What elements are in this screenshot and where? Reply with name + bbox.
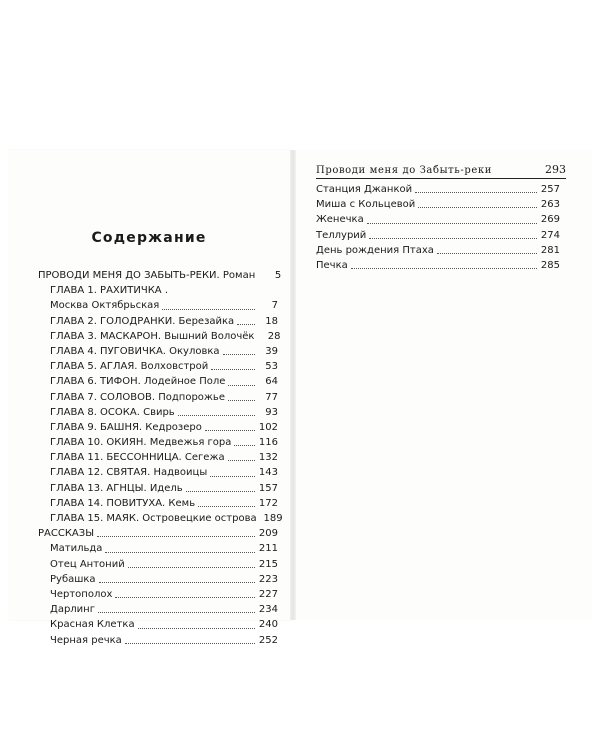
- dot-leader: [198, 505, 255, 507]
- toc-entry: [316, 197, 560, 212]
- toc-entry: [38, 329, 281, 344]
- dot-leader: [211, 368, 255, 370]
- page-number: 293: [545, 163, 566, 176]
- toc-entry-page: 132: [258, 452, 278, 464]
- toc-entry-page: 39: [265, 345, 278, 357]
- left-page: [8, 150, 290, 646]
- dot-leader: [367, 222, 537, 224]
- toc-entry-label: Чертополох: [50, 588, 113, 600]
- dot-leader: [351, 267, 537, 269]
- dot-leader: [234, 444, 255, 446]
- toc-entry-label: Отец Антоний: [50, 558, 125, 570]
- toc-entry-page: 5: [274, 270, 282, 281]
- toc-entry-page: 157: [258, 482, 278, 494]
- dot-leader: [415, 191, 537, 193]
- toc-entry-page: 77: [265, 391, 278, 403]
- dot-leader: [369, 237, 537, 239]
- toc-entry-label: ПРОВОДИ МЕНЯ ДО ЗАБЫТЬ-РЕКИ. Роман: [38, 270, 256, 281]
- dot-leader: [178, 414, 255, 416]
- toc-entry: [38, 465, 278, 480]
- dot-leader: [138, 627, 255, 629]
- toc-entry-label: ГЛАВА 2. ГОЛОДРАНКИ. Березайка: [50, 315, 235, 327]
- right-page: [296, 150, 592, 620]
- toc-entry-page: 227: [258, 588, 278, 600]
- toc-entry-page: 215: [258, 558, 278, 570]
- toc-entry: [38, 450, 278, 465]
- toc-entry-label: Теллурий: [316, 229, 367, 241]
- toc-entry-page: 234: [258, 604, 278, 616]
- toc-entry-label: ГЛАВА 15. МАЯК. Островецкие острова: [50, 513, 257, 524]
- toc-entry: [38, 633, 278, 648]
- dot-leader: [98, 611, 255, 613]
- dot-leader: [162, 308, 255, 310]
- dot-leader: [128, 566, 255, 568]
- dot-leader: [228, 384, 255, 386]
- toc-entry-label: ГЛАВА 7. СОЛОВОВ. Подпорожье: [50, 391, 225, 403]
- toc-entry: [38, 268, 282, 283]
- toc-entry-page: 223: [258, 573, 278, 585]
- toc-entry: [38, 617, 278, 632]
- toc-entry-page: 281: [540, 244, 560, 256]
- toc-entry-label: Рубашка: [50, 573, 96, 585]
- running-head: [316, 158, 566, 179]
- dot-leader: [105, 551, 255, 553]
- toc-entry-label: Станция Джанкой: [316, 184, 413, 195]
- toc-entry-label: ГЛАВА 4. ПУГОВИЧКА. Окуловка: [50, 345, 220, 357]
- toc-entry-label: Москва Октябрьская: [50, 300, 160, 312]
- toc-entry-label: Миша с Кольцевой: [316, 199, 416, 211]
- toc-entry: [38, 511, 283, 526]
- dot-leader: [237, 323, 255, 325]
- toc-entry-page: 240: [258, 619, 278, 631]
- toc-list-right: [316, 182, 560, 273]
- toc-entry-page: 211: [258, 543, 278, 555]
- toc-entry: [38, 526, 278, 541]
- dot-leader: [97, 535, 255, 537]
- dot-leader: [210, 475, 255, 477]
- running-head-title: Проводи меня до Забыть-реки: [316, 165, 492, 176]
- toc-entry-page: 263: [540, 199, 560, 211]
- toc-entry: [38, 314, 278, 329]
- toc-entry-page: 269: [540, 214, 560, 226]
- toc-entry-label: Красная Клетка: [50, 619, 135, 631]
- toc-entry: [38, 344, 278, 359]
- toc-entry-label: ГЛАВА 1. РАХИТИЧКА .: [50, 285, 169, 297]
- dot-leader: [125, 642, 255, 644]
- toc-entry: [38, 557, 278, 572]
- toc-entry-page: 189: [263, 513, 283, 524]
- toc-entry-label: ГЛАВА 13. АГНЦЫ. Идель: [50, 482, 183, 494]
- toc-entry-label: Черная речка: [50, 634, 122, 646]
- toc-entry: [38, 496, 278, 511]
- toc-entry-label: Печка: [316, 259, 348, 271]
- toc-entry: [38, 298, 278, 313]
- toc-entry-label: Женечка: [316, 214, 364, 226]
- toc-heading: Содержание: [91, 230, 207, 246]
- toc-entry-page: 274: [540, 229, 560, 241]
- toc-entry: [38, 420, 278, 435]
- toc-entry: [38, 481, 278, 496]
- dot-leader: [115, 596, 255, 598]
- toc-entry-page: 116: [258, 437, 278, 449]
- toc-entry-label: ГЛАВА 12. СВЯТАЯ. Надвоицы: [50, 467, 208, 479]
- toc-entry: [38, 602, 278, 617]
- toc-entry-page: 28: [267, 330, 281, 342]
- toc-entry: [38, 359, 278, 374]
- toc-entry-label: ГЛАВА 11. БЕССОННИЦА. Сегежа: [50, 452, 225, 464]
- toc-entry-page: 53: [265, 361, 278, 373]
- toc-entry-page: 143: [258, 467, 278, 479]
- dot-leader: [228, 399, 255, 401]
- toc-entry-page: 93: [265, 406, 278, 418]
- toc-entry: [38, 390, 278, 405]
- dot-leader: [171, 293, 255, 294]
- toc-entry: [38, 283, 278, 298]
- toc-entry: [316, 212, 560, 227]
- toc-entry: [316, 243, 560, 258]
- toc-entry-label: ГЛАВА 10. ОКИЯН. Медвежья гора: [50, 437, 232, 449]
- toc-entry-page: 172: [258, 497, 278, 509]
- dot-leader: [437, 252, 537, 254]
- toc-entry: [38, 572, 278, 587]
- dot-leader: [205, 429, 255, 431]
- toc-list-left: [38, 268, 283, 648]
- toc-entry-label: ГЛАВА 3. МАСКАРОН. Вышний Волочёк: [50, 330, 255, 342]
- toc-entry-label: ГЛАВА 5. АГЛАЯ. Волховстрой: [50, 361, 209, 373]
- toc-entry-label: ГЛАВА 14. ПОВИТУХА. Кемь: [50, 497, 196, 509]
- toc-entry-label: ГЛАВА 9. БАШНЯ. Кедрозеро: [50, 421, 202, 433]
- dot-leader: [228, 459, 255, 461]
- toc-entry-label: ГЛАВА 8. ОСОКА. Свирь: [50, 406, 175, 418]
- toc-entry-page: 102: [258, 421, 278, 433]
- toc-entry: [38, 587, 278, 602]
- dot-leader: [223, 353, 255, 355]
- toc-entry-page: 18: [265, 315, 278, 327]
- toc-entry-label: День рождения Птаха: [316, 244, 434, 256]
- toc-entry-label: Матильда: [50, 543, 103, 555]
- toc-entry: [316, 228, 560, 243]
- dot-leader: [186, 490, 255, 492]
- toc-entry-page: 209: [258, 528, 278, 540]
- toc-entry-page: 285: [540, 259, 560, 271]
- dot-leader: [99, 581, 255, 583]
- toc-entry: [316, 182, 560, 197]
- toc-entry-label: Дарлинг: [50, 604, 95, 616]
- toc-entry-page: 252: [258, 634, 278, 646]
- toc-entry-label: ГЛАВА 6. ТИФОН. Лодейное Поле: [50, 376, 226, 388]
- toc-entry-page: 7: [271, 300, 278, 312]
- toc-entry: [38, 541, 278, 556]
- toc-entry-page: 64: [265, 376, 278, 388]
- toc-entry: [38, 405, 278, 420]
- toc-entry-page: 257: [540, 184, 560, 195]
- toc-entry: [38, 374, 278, 389]
- dot-leader: [418, 206, 537, 208]
- toc-entry-label: РАССКАЗЫ: [38, 528, 95, 540]
- toc-entry: [38, 435, 278, 450]
- toc-entry: [316, 258, 560, 273]
